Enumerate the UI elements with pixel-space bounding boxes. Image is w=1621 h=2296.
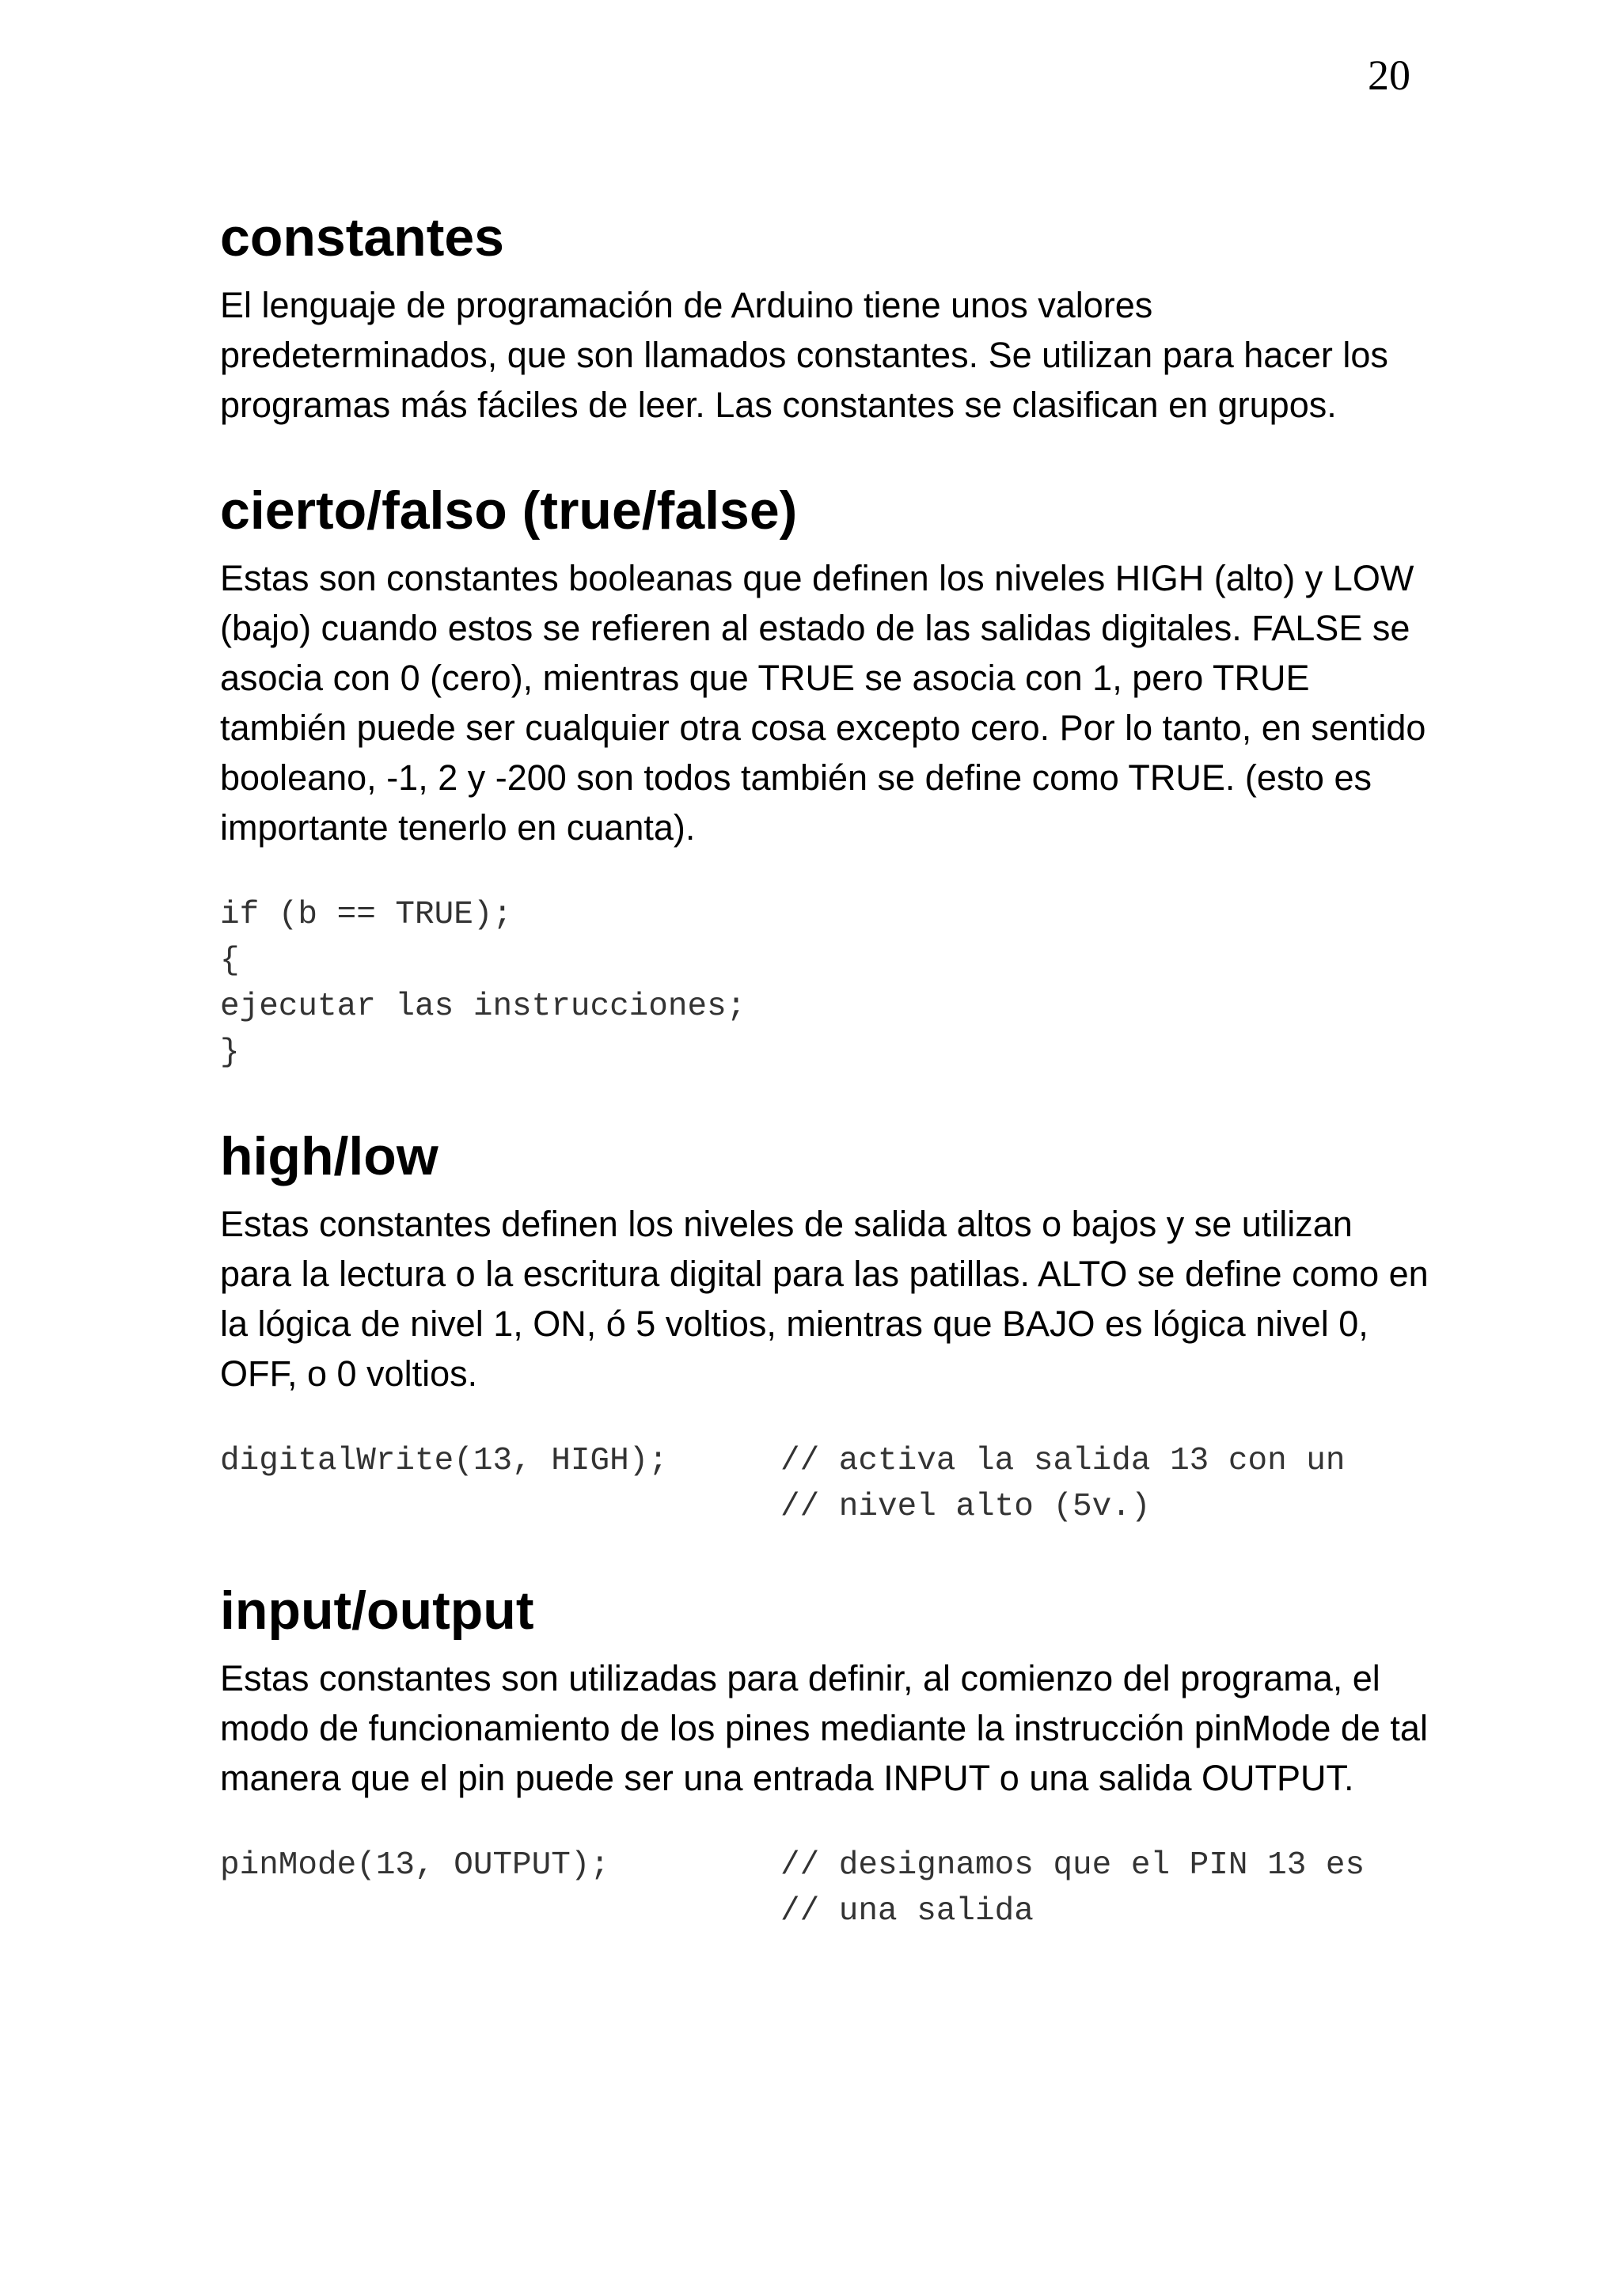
section-input-output [220, 1579, 1431, 1934]
page-number: 20 [1368, 51, 1410, 99]
code-row [220, 1438, 1431, 1484]
code-row [220, 1888, 1431, 1934]
code-statement: pinMode(13, OUTPUT); [220, 1847, 610, 1884]
code-comment: // nivel alto (5v.) [780, 1489, 1151, 1525]
section-constantes [220, 206, 1431, 430]
code-row [220, 1842, 1431, 1888]
section-true-false [220, 479, 1431, 1076]
code-row [220, 1484, 1431, 1530]
code-statement [220, 1484, 780, 1530]
section-body: Estas son constantes booleanas que definen los niveles HIGH (alto) y LOW (bajo) cuando estos se refieren al estado de las salidas digitales. FALSE se asocia con 0 (cero), mientras que TRUE se asocia con 1, pero TRUE también puede ser cualquier otra cosa excepto cero. Por lo tanto, en sentido booleano, -1, 2 y -200 son todos también se define como TRUE. (esto es importante tenerlo en cuanta). [220, 558, 1426, 848]
code-block [220, 892, 1431, 1076]
section-high-low [220, 1125, 1431, 1530]
code-line: ejecutar las instrucciones; [220, 989, 746, 1025]
code-comment: // designamos que el PIN 13 es [780, 1847, 1365, 1884]
section-body: El lenguaje de programación de Arduino tiene unos valores predeterminados, que son llamados constantes. Se utilizan para hacer los programas más fáciles de leer. Las constantes se clasifican en grupos. [220, 285, 1388, 425]
code-block [220, 1438, 1431, 1530]
section-title: cierto/falso (true/false) [220, 480, 798, 541]
code-line: } [220, 1034, 240, 1071]
code-comment: // activa la salida 13 con un [780, 1443, 1346, 1479]
document-content [220, 206, 1431, 1983]
section-title: high/low [220, 1126, 438, 1186]
code-statement: digitalWrite(13, HIGH); [220, 1443, 668, 1479]
code-comment: // una salida [780, 1893, 1034, 1930]
code-statement [220, 1888, 780, 1934]
section-title: input/output [220, 1581, 534, 1641]
code-block [220, 1842, 1431, 1934]
section-body: Estas constantes son utilizadas para definir, al comienzo del programa, el modo de funcionamiento de los pines mediante la instrucción pinMode de tal manera que el pin puede ser una entrada INPUT o una salida OUTPUT. [220, 1658, 1428, 1798]
code-line: if (b == TRUE); [220, 897, 513, 933]
section-title: constantes [220, 207, 504, 268]
section-body: Estas constantes definen los niveles de salida altos o bajos y se utilizan para la lectura o la escritura digital para las patillas. ALTO se define como en la lógica de nivel 1, ON, ó 5 voltios, mientras que BAJO es lógica nivel 0, OFF, o 0 voltios. [220, 1204, 1429, 1394]
code-line: { [220, 943, 240, 979]
